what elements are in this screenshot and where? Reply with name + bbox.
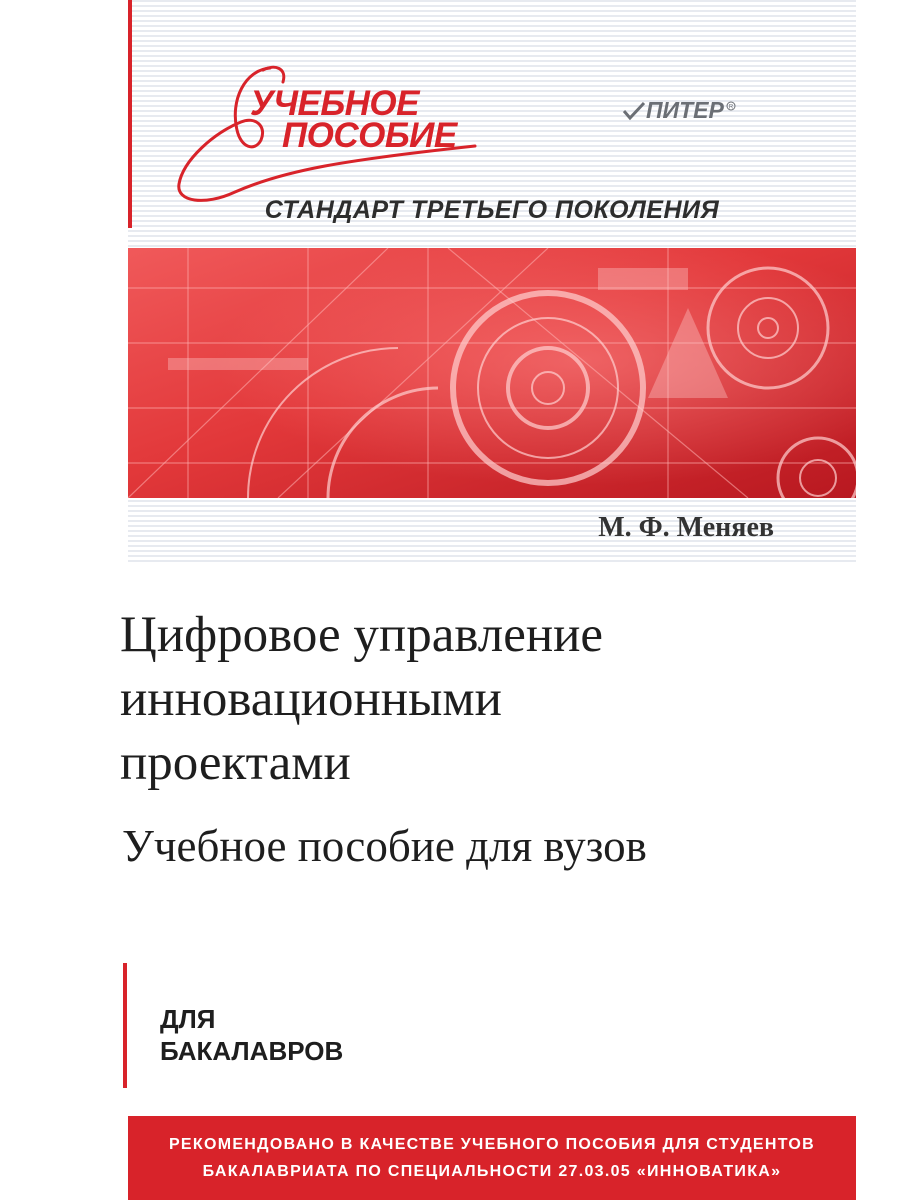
publisher-name: ПИТЕР (646, 97, 724, 123)
book-title (120, 603, 860, 795)
publisher-check-icon (622, 101, 646, 121)
recommendation-line: БАКАЛАВРИАТА ПО СПЕЦИАЛЬНОСТИ 27.03.05 «ИННОВАТИКА» (202, 1163, 782, 1180)
audience-line: ДЛЯ (160, 1004, 216, 1034)
author-name: М. Ф. Меняев (598, 512, 774, 543)
title-line: Цифровое управление (120, 607, 604, 663)
audience-accent-bar (123, 963, 127, 1088)
registered-mark-icon (726, 101, 736, 111)
title-line: проектами (120, 735, 351, 791)
audience-label (160, 1003, 343, 1067)
series-label-line2: ПОСОБИЕ (282, 116, 457, 155)
series-label-line1: УЧЕБНОЕ (250, 84, 419, 123)
audience-line: БАКАЛАВРОВ (160, 1036, 344, 1066)
title-line: инновационными (120, 671, 502, 727)
recommendation-band (128, 1116, 856, 1200)
book-subtitle: Учебное пособие для вузов (122, 821, 647, 871)
publisher-logo (622, 97, 736, 124)
red-edge-accent (128, 0, 132, 228)
recommendation-line: РЕКОМЕНДОВАНО В КАЧЕСТВЕ УЧЕБНОГО ПОСОБИЯ ДЛЯ СТУДЕНТОВ (168, 1136, 816, 1153)
svg-text:R: R (728, 104, 733, 110)
standard-label: СТАНДАРТ ТРЕТЬЕГО ПОКОЛЕНИЯ (264, 196, 720, 224)
cover-illustration (128, 248, 856, 498)
